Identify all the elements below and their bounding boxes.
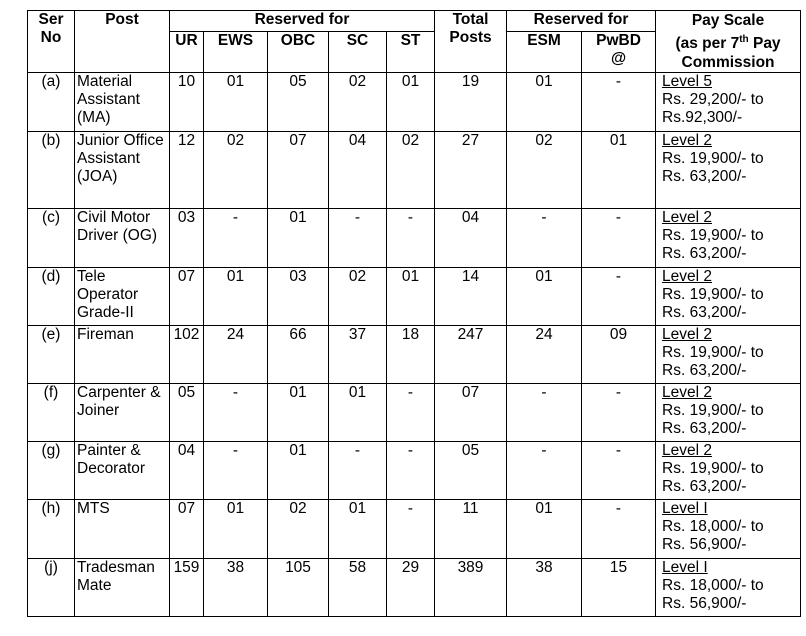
st-cell: - <box>387 442 435 500</box>
st-cell: - <box>387 209 435 268</box>
pay-level: Level 5 <box>662 73 712 91</box>
pay-level: Level I <box>662 500 708 518</box>
ur-cell: 04 <box>170 442 204 500</box>
post-cell: Civil Motor Driver (OG) <box>75 209 170 268</box>
pay-range-from: Rs. 19,900/- to <box>662 402 764 420</box>
pay-range-to: Rs. 63,200/- <box>662 478 747 496</box>
ews-cell: - <box>204 209 268 268</box>
pay-level: Level 2 <box>662 268 712 286</box>
pay-level: Level 2 <box>662 384 712 402</box>
st-cell: 02 <box>387 132 435 209</box>
pwbd-cell: - <box>582 384 656 442</box>
pay-range-to: Rs. 63,200/- <box>662 304 747 322</box>
pay-scale-cell <box>656 559 801 617</box>
total-posts-cell: 05 <box>435 442 507 500</box>
ur-cell: 05 <box>170 384 204 442</box>
ser-no-cell: (e) <box>28 326 75 384</box>
ews-cell: 01 <box>204 73 268 132</box>
pay-range-to: Rs. 63,200/- <box>662 245 747 263</box>
pay-scale-cell <box>656 326 801 384</box>
header-ser-no: Ser No <box>28 11 75 73</box>
ser-no-cell: (a) <box>28 73 75 132</box>
total-posts-cell: 14 <box>435 268 507 326</box>
pay-scale-cell <box>656 209 801 268</box>
sc-cell: 02 <box>329 73 387 132</box>
header-reserved-for-2: Reserved for <box>507 11 656 32</box>
obc-cell: 03 <box>268 268 329 326</box>
pay-range-from: Rs. 29,200/- to <box>662 91 764 109</box>
ur-cell: 07 <box>170 500 204 559</box>
obc-cell: 02 <box>268 500 329 559</box>
sc-cell: 01 <box>329 384 387 442</box>
pay-range-from: Rs. 18,000/- to <box>662 577 764 595</box>
table-row <box>28 384 801 442</box>
pay-range-from: Rs. 19,900/- to <box>662 286 764 304</box>
sc-cell: 02 <box>329 268 387 326</box>
st-cell: 18 <box>387 326 435 384</box>
esm-cell: 24 <box>507 326 582 384</box>
post-cell: Junior Office Assistant (JOA) <box>75 132 170 209</box>
ser-no-cell: (f) <box>28 384 75 442</box>
post-cell: Painter & Decorator <box>75 442 170 500</box>
esm-cell: 01 <box>507 268 582 326</box>
pay-range-to: Rs. 63,200/- <box>662 362 747 380</box>
obc-cell: 01 <box>268 209 329 268</box>
pay-scale-cell <box>656 132 801 209</box>
pay-range-from: Rs. 18,000/- to <box>662 518 764 536</box>
ser-no-cell: (c) <box>28 209 75 268</box>
pwbd-cell: - <box>582 500 656 559</box>
pay-level: Level 2 <box>662 442 712 460</box>
header-pay-scale: Pay Scale (as per 7th Pay Commission <box>656 11 801 73</box>
pwbd-cell: 09 <box>582 326 656 384</box>
pay-level: Level I <box>662 559 708 577</box>
table-row <box>28 326 801 384</box>
vacancy-table <box>27 10 801 617</box>
ur-cell: 10 <box>170 73 204 132</box>
sc-cell: - <box>329 209 387 268</box>
ur-cell: 159 <box>170 559 204 617</box>
total-posts-cell: 07 <box>435 384 507 442</box>
table-row <box>28 500 801 559</box>
header-sc: SC <box>329 31 387 72</box>
pay-scale-cell <box>656 442 801 500</box>
header-ur: UR <box>170 31 204 72</box>
st-cell: - <box>387 500 435 559</box>
esm-cell: 38 <box>507 559 582 617</box>
table-row <box>28 73 801 132</box>
pwbd-cell: - <box>582 442 656 500</box>
ews-cell: - <box>204 384 268 442</box>
pay-level: Level 2 <box>662 132 712 150</box>
pwbd-cell: - <box>582 209 656 268</box>
total-posts-cell: 247 <box>435 326 507 384</box>
header-post: Post <box>75 11 170 73</box>
header-st: ST <box>387 31 435 72</box>
esm-cell: 01 <box>507 500 582 559</box>
table-row <box>28 209 801 268</box>
total-posts-cell: 04 <box>435 209 507 268</box>
header-obc: OBC <box>268 31 329 72</box>
ser-no-cell: (j) <box>28 559 75 617</box>
esm-cell: - <box>507 384 582 442</box>
ur-cell: 03 <box>170 209 204 268</box>
esm-cell: 01 <box>507 73 582 132</box>
sc-cell: 01 <box>329 500 387 559</box>
ser-no-cell: (h) <box>28 500 75 559</box>
esm-cell: 02 <box>507 132 582 209</box>
sc-cell: 04 <box>329 132 387 209</box>
pay-range-from: Rs. 19,900/- to <box>662 460 764 478</box>
obc-cell: 05 <box>268 73 329 132</box>
obc-cell: 105 <box>268 559 329 617</box>
pay-range-from: Rs. 19,900/- to <box>662 150 764 168</box>
ews-cell: 01 <box>204 268 268 326</box>
pay-range-to: Rs. 56,900/- <box>662 595 747 613</box>
ews-cell: 38 <box>204 559 268 617</box>
pay-range-to: Rs. 63,200/- <box>662 420 747 438</box>
obc-cell: 01 <box>268 384 329 442</box>
obc-cell: 66 <box>268 326 329 384</box>
post-cell: Tele Operator Grade-II <box>75 268 170 326</box>
ser-no-cell: (b) <box>28 132 75 209</box>
header-reserved-for: Reserved for <box>170 11 435 32</box>
header-total-posts: Total Posts <box>435 11 507 73</box>
header-ews: EWS <box>204 31 268 72</box>
pwbd-cell: - <box>582 268 656 326</box>
post-cell: Fireman <box>75 326 170 384</box>
sc-cell: 58 <box>329 559 387 617</box>
pay-range-from: Rs. 19,900/- to <box>662 344 764 362</box>
post-cell: Material Assistant (MA) <box>75 73 170 132</box>
pay-level: Level 2 <box>662 209 712 227</box>
pay-scale-cell <box>656 500 801 559</box>
obc-cell: 01 <box>268 442 329 500</box>
total-posts-cell: 11 <box>435 500 507 559</box>
header-pwbd: PwBD @ <box>582 31 656 72</box>
ur-cell: 102 <box>170 326 204 384</box>
post-cell: Carpenter & Joiner <box>75 384 170 442</box>
post-cell: Tradesman Mate <box>75 559 170 617</box>
table-row <box>28 442 801 500</box>
ews-cell: 24 <box>204 326 268 384</box>
st-cell: 29 <box>387 559 435 617</box>
total-posts-cell: 27 <box>435 132 507 209</box>
st-cell: - <box>387 384 435 442</box>
sc-cell: - <box>329 442 387 500</box>
esm-cell: - <box>507 442 582 500</box>
pay-scale-cell <box>656 268 801 326</box>
sc-cell: 37 <box>329 326 387 384</box>
table-row <box>28 559 801 617</box>
post-cell: MTS <box>75 500 170 559</box>
ur-cell: 07 <box>170 268 204 326</box>
pwbd-cell: 15 <box>582 559 656 617</box>
pay-scale-cell <box>656 384 801 442</box>
pay-range-to: Rs.92,300/- <box>662 109 743 127</box>
ur-cell: 12 <box>170 132 204 209</box>
ser-no-cell: (d) <box>28 268 75 326</box>
esm-cell: - <box>507 209 582 268</box>
ser-no-cell: (g) <box>28 442 75 500</box>
pwbd-cell: - <box>582 73 656 132</box>
st-cell: 01 <box>387 73 435 132</box>
table-row <box>28 268 801 326</box>
header-esm: ESM <box>507 31 582 72</box>
ews-cell: 01 <box>204 500 268 559</box>
pay-range-to: Rs. 63,200/- <box>662 168 747 186</box>
total-posts-cell: 19 <box>435 73 507 132</box>
table-row <box>28 132 801 209</box>
st-cell: 01 <box>387 268 435 326</box>
pay-level: Level 2 <box>662 326 712 344</box>
pay-scale-cell <box>656 73 801 132</box>
pay-range-from: Rs. 19,900/- to <box>662 227 764 245</box>
ews-cell: 02 <box>204 132 268 209</box>
total-posts-cell: 389 <box>435 559 507 617</box>
ews-cell: - <box>204 442 268 500</box>
pwbd-cell: 01 <box>582 132 656 209</box>
pay-range-to: Rs. 56,900/- <box>662 536 747 554</box>
obc-cell: 07 <box>268 132 329 209</box>
